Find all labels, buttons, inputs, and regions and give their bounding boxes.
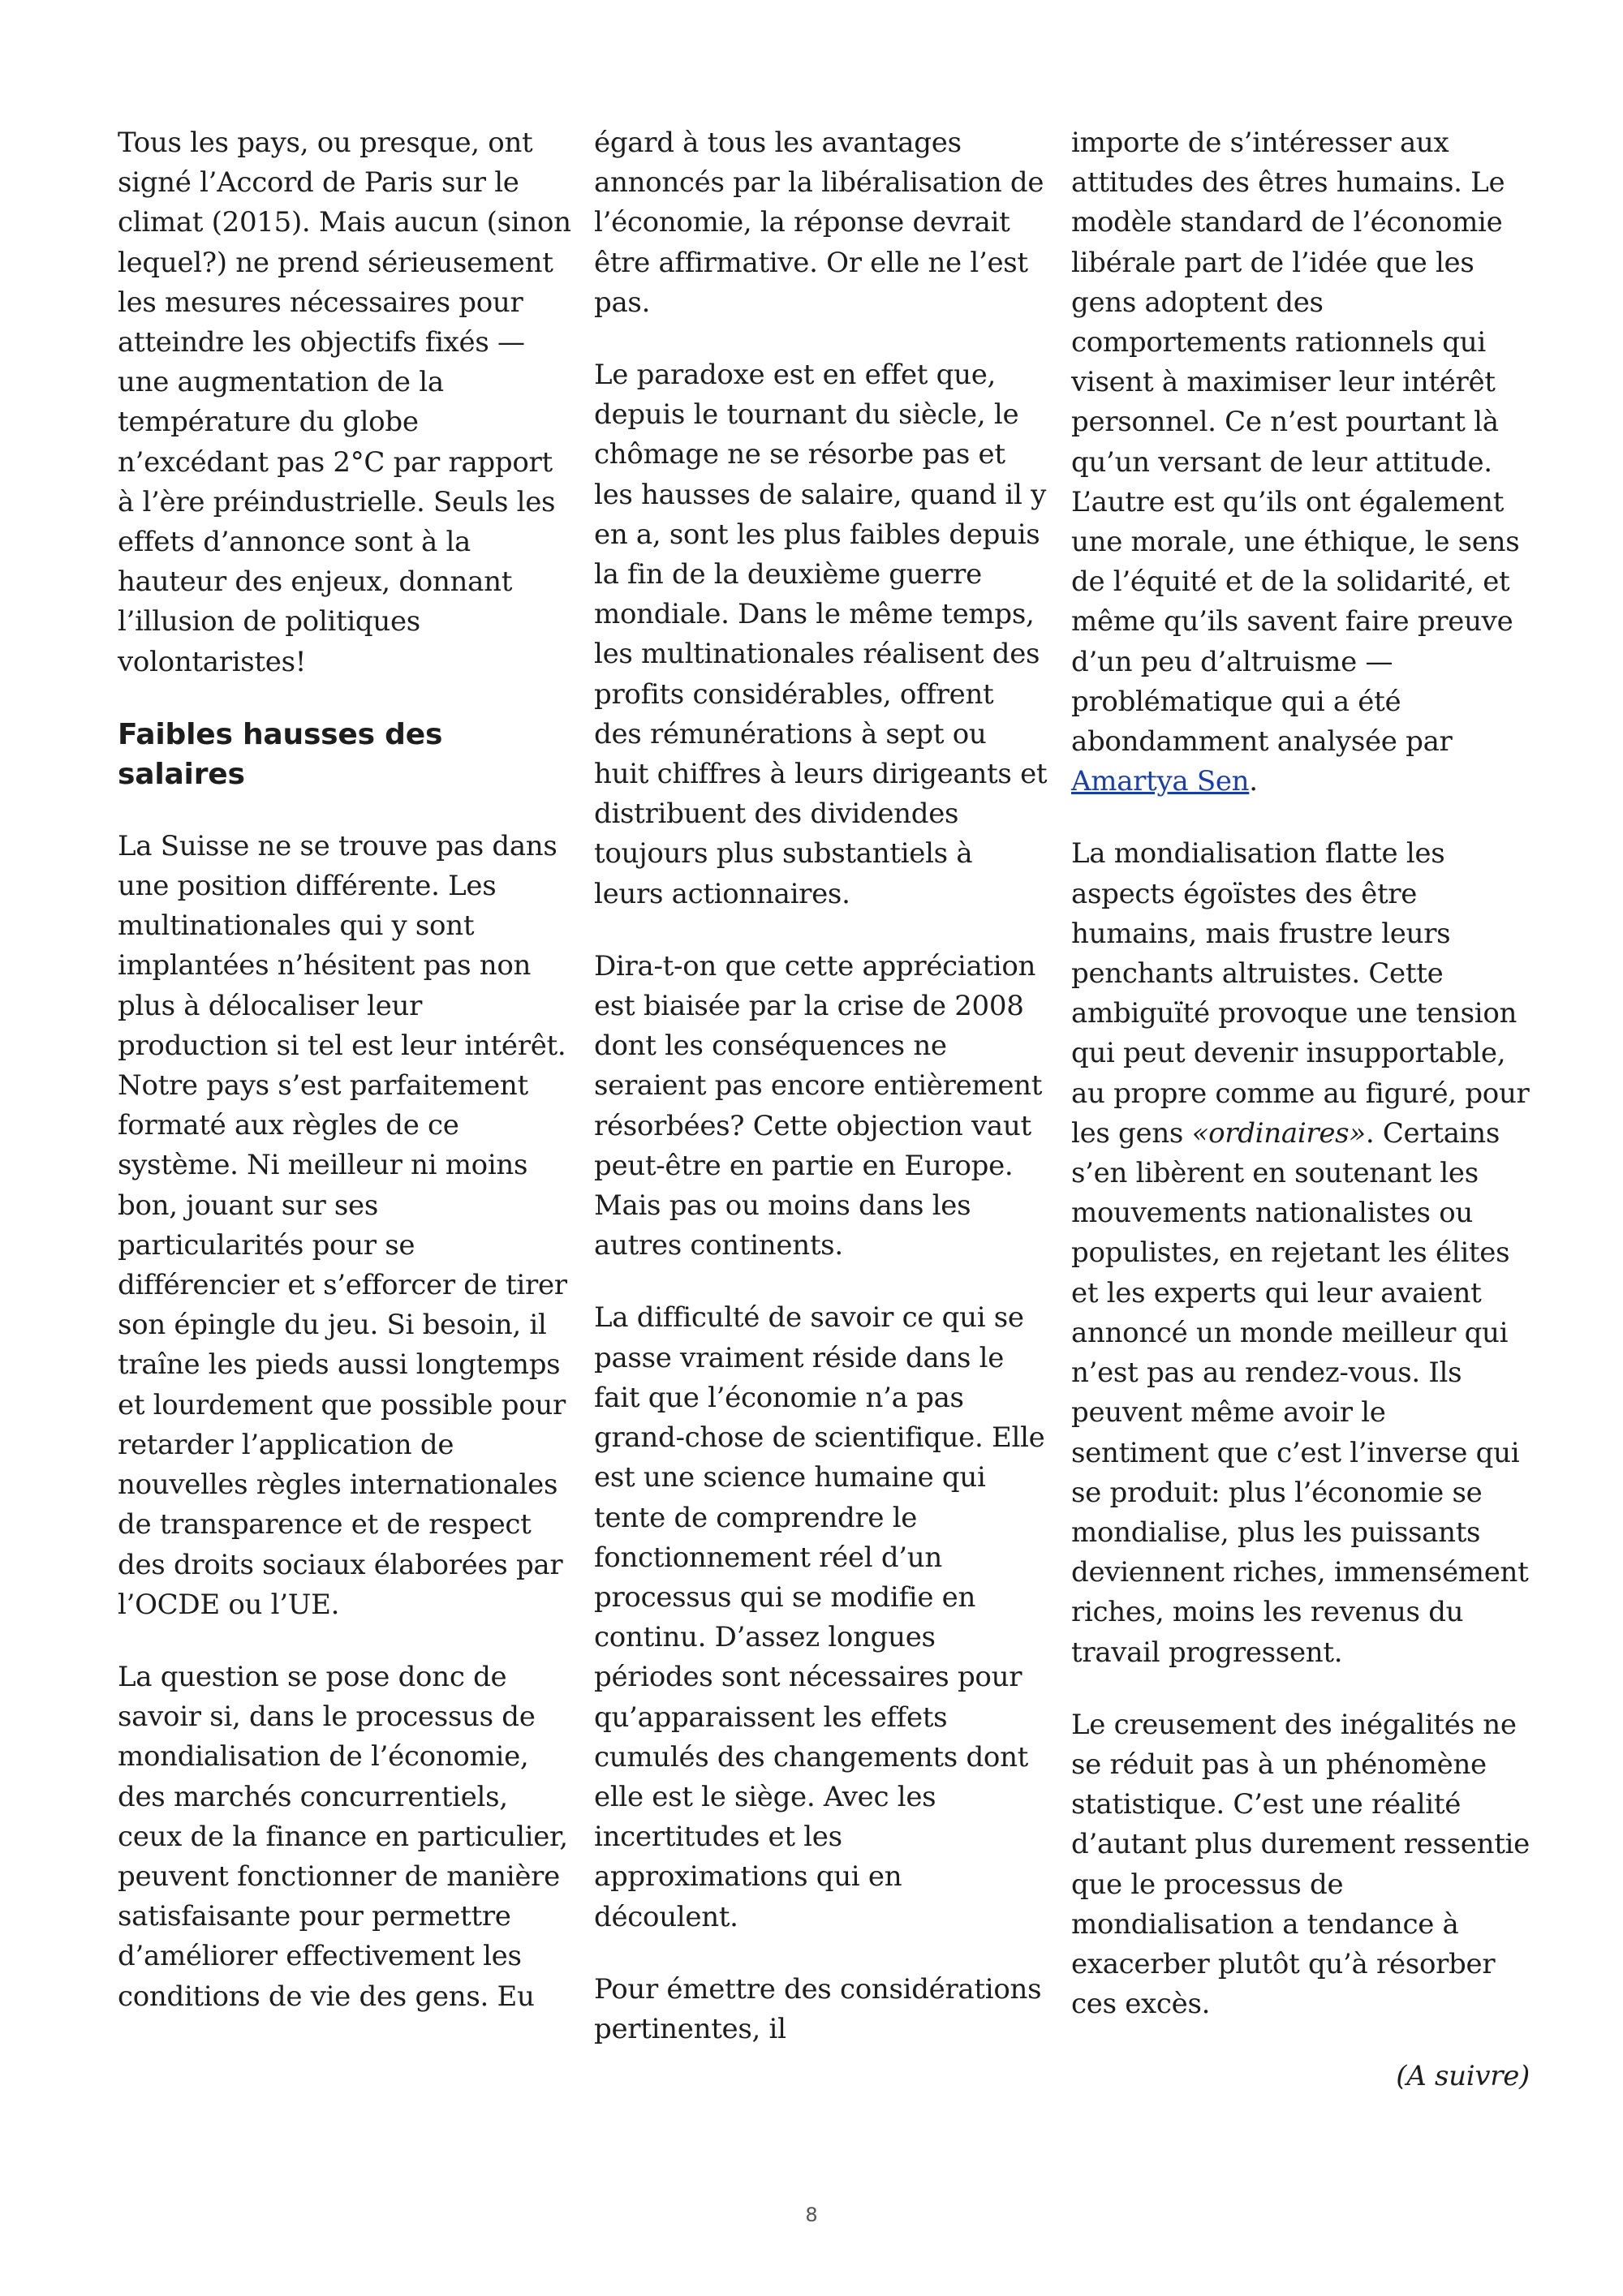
paragraph-text: La mondialisation flatte les aspects égoïstes des être humains, mais frustre leurs penchants altruistes. Cette ambiguïté provoque une tension qui peut devenir insupportable, au propre comme au figuré, pour les gens xyxy=(1071,837,1530,1150)
paragraph xyxy=(1071,123,1530,802)
paragraph: Le paradoxe est en effet que, depuis le tournant du siècle, le chômage ne se résorbe pas et les hausses de salaire, quand il y en a, sont les plus faibles depuis la fin de la deuxième guerre mondiale. Dans le même temps, les multinationales réalisent des profits considérables, offrent des rémunérations à sept ou huit chiffres à leurs dirigeants et distribuent des dividendes toujours plus substantiels à leurs actionnaires. xyxy=(594,359,1048,910)
emphasis-ordinaires: «ordinaires» xyxy=(1191,1116,1366,1150)
paragraph: Le creusement des inégalités ne se réduit pas à un phénomène statistique. C’est une réalité d’autant plus durement ressentie que le processus de mondialisation a tendance à exacerber plutôt qu’à résorber ces excès. xyxy=(1071,1708,1530,2021)
paragraph-text: . Certains s’en libèrent en soutenant les mouvements nationalistes ou populistes, en rejetant les élites et les experts qui leur avaient annoncé un monde meilleur qui n’est pas au rendez-vous. Ils peuvent même avoir le sentiment que c’est l’inverse qui se produit: plus l’économie se mondialise, plus les puissants deviennent riches, immensément riches, moins les revenus du travail progressent. xyxy=(1071,1116,1529,1669)
column-2 xyxy=(594,123,1048,2082)
paragraph: La Suisse ne se trouve pas dans une position différente. Les multinationales qui y sont implantées n’hésitent pas non plus à délocaliser leur production si tel est leur intérêt. Notre pays s’est parfaitement formaté aux règles de ce système. Ni meilleur ni moins bon, jouant sur ses particularités pour se différencier et s’efforcer de tirer son épingle du jeu. Si besoin, il traîne les pieds aussi longtemps et lourdement que possible pour retarder l’application de nouvelles règles internationales de transparence et de respect des droits sociaux élaborées par l’OCDE ou l’UE. xyxy=(118,829,567,1621)
paragraph: Pour émettre des considérations pertinentes, il xyxy=(594,1972,1042,2045)
column-1 xyxy=(118,123,572,2049)
paragraph: Dira-t-on que cette appréciation est biaisée par la crise de 2008 dont les conséquences ne seraient pas encore entièrement résorbées? Cette objection vaut peut-être en partie en Europe. Mais pas ou moins dans les autres continents. xyxy=(594,949,1043,1262)
page-number: 8 xyxy=(805,2204,818,2226)
to-be-continued: (A suivre) xyxy=(1396,2060,1530,2093)
paragraph: égard à tous les avantages annoncés par la libéralisation de l’économie, la réponse devrait être affirmative. Or elle ne l’est pas. xyxy=(594,127,1044,319)
paragraph xyxy=(1071,834,1530,1672)
paragraph-text: . xyxy=(1249,765,1258,798)
amartya-sen-link[interactable]: Amartya Sen xyxy=(1071,765,1250,798)
column-3 xyxy=(1071,123,1530,2130)
paragraph-text: importe de s’intéresser aux attitudes des êtres humains. Le modèle standard de l’économie libérale part de l’idée que les gens adoptent des comportements rationnels qui visent à maximiser leur intérêt personnel. Ce n’est pourtant là qu’un versant de leur attitude. L’autre est qu’ils ont également une morale, une éthique, le sens de l’équité et de la solidarité, et même qu’ils savent faire preuve d’un peu d’altruisme — problématique qui a été abondamment analysée par xyxy=(1071,127,1520,759)
paragraph: La difficulté de savoir ce qui se passe vraiment réside dans le fait que l’économie n’a pas grand-chose de scientifique. Elle est une science humaine qui tente de comprendre le fonctionnement réel d’un processus qui se modifie en continu. D’assez longues périodes sont nécessaires pour qu’apparaissent les effets cumulés des changements dont elle est le siège. Avec les incertitudes et les approximations qui en découlent. xyxy=(594,1301,1045,1933)
paragraph: Tous les pays, ou presque, ont signé l’Accord de Paris sur le climat (2015). Mais aucun (sinon lequel?) ne prend sérieusement les mesures nécessaires pour atteindre les objectifs fixés — une augmentation de la température du globe n’excédant pas 2°C par rapport à l’ère préindustrielle. Seuls les effets d’annonce sont à la hauteur des enjeux, donnant l’illusion de politiques volontaristes! xyxy=(118,127,571,678)
paragraph: La question se pose donc de savoir si, dans le processus de mondialisation de l’économie, des marchés concurrentiels, ceux de la finance en particulier, peuvent fonctionner de manière satisfaisante pour permettre d’améliorer effectivement les conditions de vie des gens. Eu xyxy=(118,1660,568,2013)
section-heading: Faibles hausses des salaires xyxy=(118,717,443,791)
